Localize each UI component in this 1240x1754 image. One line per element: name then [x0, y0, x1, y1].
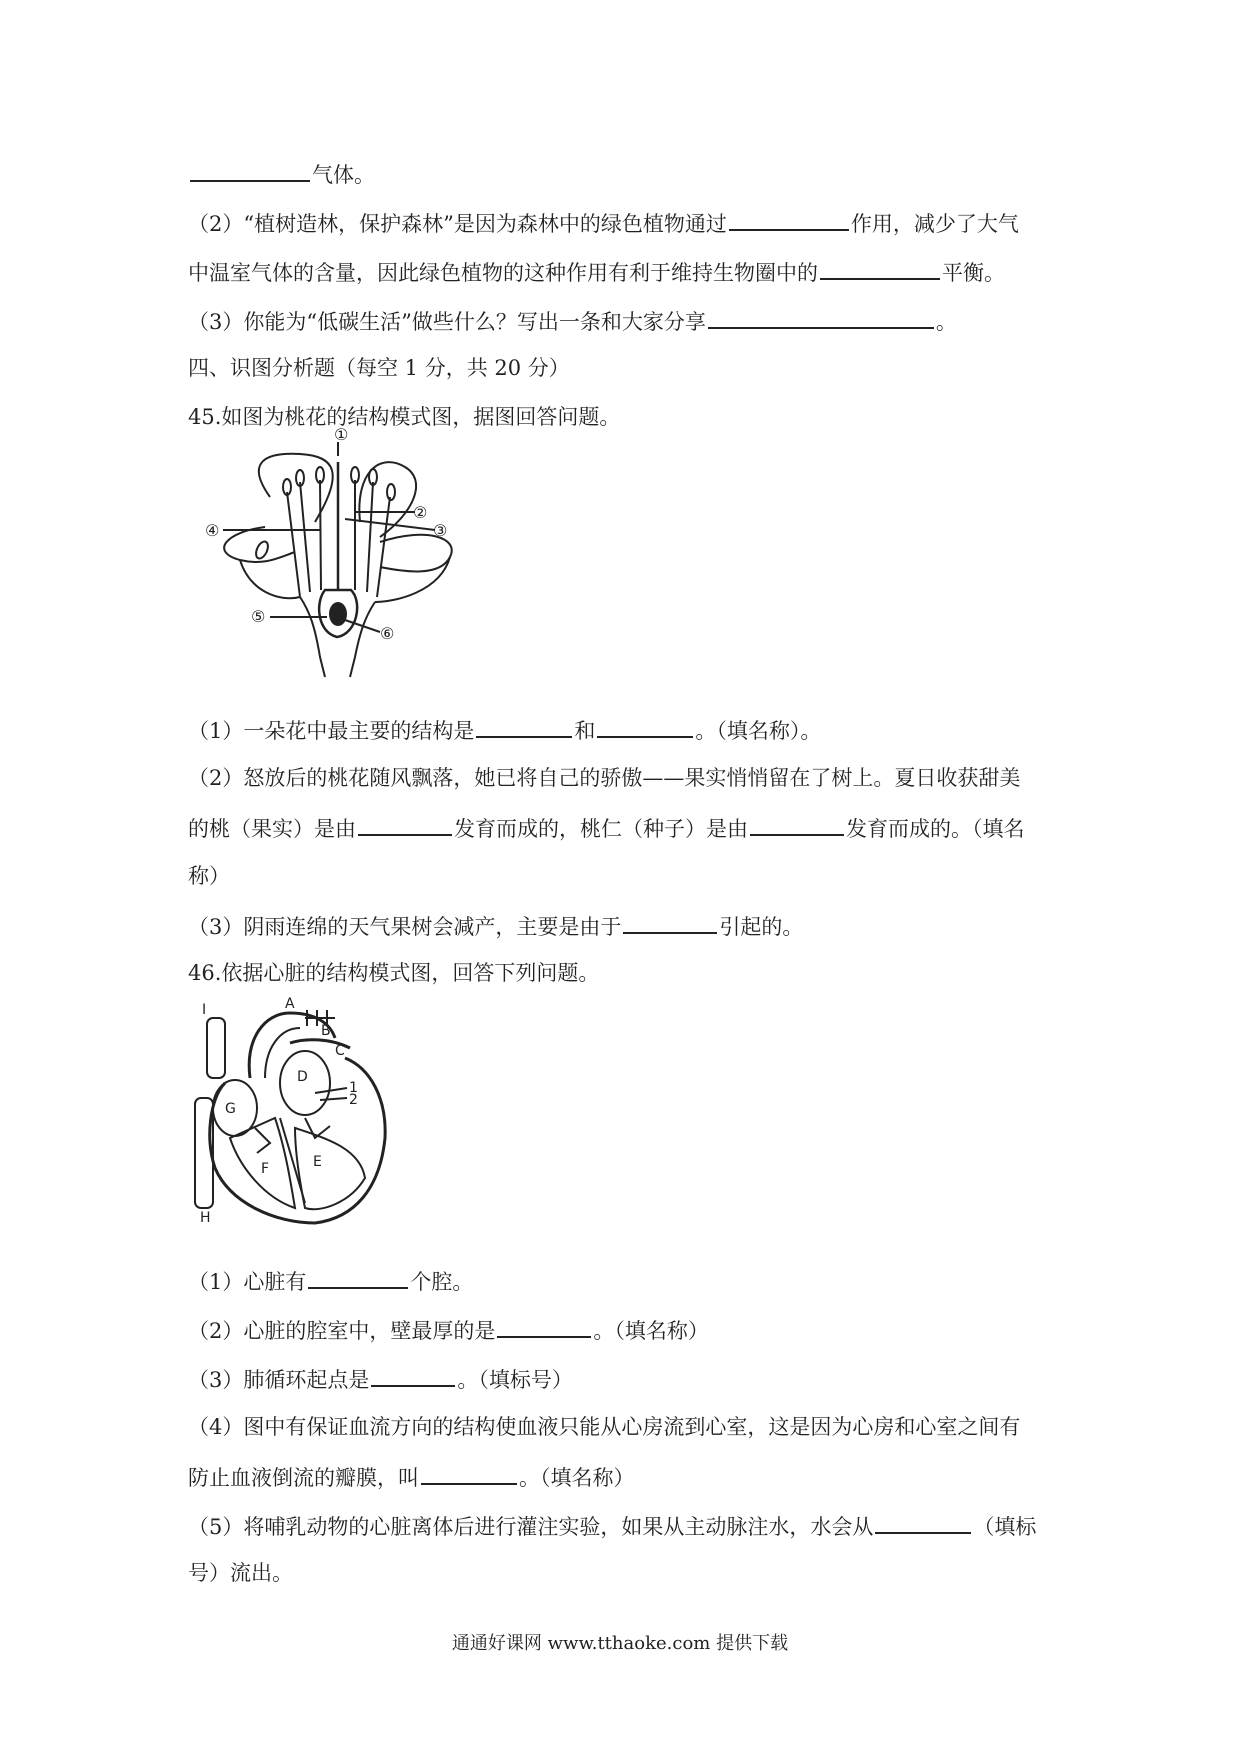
receptacle-left: [300, 597, 325, 677]
text: 。（填名称）: [519, 1466, 635, 1490]
q46-sub3: [188, 1363, 1058, 1395]
text: （3）肺循环起点是: [188, 1368, 370, 1392]
answer-blank[interactable]: [421, 1461, 517, 1485]
text: 引起的。: [719, 915, 804, 939]
text: 号）流出。: [188, 1561, 293, 1585]
text: 发育而成的，桃仁（种子）是由: [454, 817, 748, 841]
filament: [287, 492, 300, 597]
sepal-left: [240, 560, 300, 598]
text: （3）阴雨连绵的天气果树会减产，主要是由于: [188, 915, 622, 939]
text: 气体。: [312, 163, 375, 187]
text: （3）你能为“低碳生活”做些什么？写出一条和大家分享: [188, 310, 706, 334]
label-6: ⑥: [380, 624, 395, 643]
text: （4）图中有保证血流方向的结构使血液只能从心房流到心室，这是因为心房和心室之间有: [188, 1415, 1021, 1439]
text: 。（填名称）: [593, 1319, 709, 1343]
line-4: [188, 305, 1058, 337]
text: （填标: [973, 1515, 1037, 1539]
text: （2）“植树造林，保护森林”是因为森林中的绿色植物通过: [188, 212, 727, 236]
q45-sub3: [188, 910, 1058, 942]
answer-blank[interactable]: [190, 158, 310, 182]
label-1: ①: [334, 425, 349, 444]
label-C: C: [335, 1043, 345, 1059]
q46-sub5-line1: [188, 1510, 1058, 1542]
label-5: ⑤: [251, 607, 266, 626]
answer-blank[interactable]: [371, 1363, 455, 1387]
heart-diagram: [195, 998, 405, 1228]
answer-blank[interactable]: [476, 714, 572, 738]
q45-sub2-line1: [188, 763, 1058, 793]
question-46: [188, 958, 1058, 988]
text: （5）将哺乳动物的心脏离体后进行灌注实验，如果从主动脉注水，水会从: [188, 1515, 874, 1539]
text: 个腔。: [410, 1270, 474, 1294]
label-4: ④: [205, 521, 220, 540]
text: 45.如图为桃花的结构模式图，据图回答问题。: [188, 405, 621, 429]
answer-blank[interactable]: [729, 207, 849, 231]
text: 作用，减少了大气: [850, 212, 1019, 236]
anther-fallen: [254, 540, 271, 561]
line-2: [188, 207, 1058, 239]
answer-blank[interactable]: [708, 305, 934, 329]
answer-blank[interactable]: [497, 1314, 591, 1338]
peach-flower-diagram: [205, 425, 475, 682]
text: 发育而成的。（填名: [846, 817, 1025, 841]
text: 和: [574, 719, 596, 743]
q45-sub1: [188, 714, 1058, 746]
text: 。（填标号）: [457, 1368, 573, 1392]
receptacle-right: [350, 602, 375, 677]
label-H: H: [200, 1210, 211, 1226]
valve-right: [255, 1128, 270, 1153]
text: 称）: [188, 864, 230, 888]
label-2: 2: [349, 1092, 358, 1108]
label-A: A: [285, 996, 295, 1012]
q46-sub4-line1: [188, 1412, 1058, 1442]
sepal-right: [375, 557, 450, 602]
filament: [300, 482, 310, 592]
text: （2）心脏的腔室中，壁最厚的是: [188, 1319, 496, 1343]
anther: [387, 484, 395, 500]
label-D: D: [297, 1069, 308, 1085]
line-3: [188, 256, 1058, 288]
petal-right: [380, 535, 452, 572]
answer-blank[interactable]: [623, 910, 717, 934]
label-G: G: [225, 1101, 236, 1117]
text: 防止血液倒流的瓣膜，叫: [188, 1466, 419, 1490]
label-I: I: [202, 1002, 207, 1018]
footer: 通通好课网 www.tthaoke.com 提供下载: [451, 1633, 789, 1654]
question-45: [188, 402, 1058, 432]
petal-left-top: [259, 454, 333, 522]
leader-line: [320, 1098, 347, 1100]
label-1: 1: [349, 1080, 358, 1096]
q46-sub2: [188, 1314, 1058, 1346]
q46-sub1: [188, 1265, 1058, 1297]
q46-sub4-line2: [188, 1461, 1058, 1493]
text: 。: [935, 310, 957, 334]
text: 中温室气体的含量，因此绿色植物的这种作用有利于维持生物圈中的: [188, 261, 818, 285]
text: 。（填名称）。: [695, 719, 822, 743]
answer-blank[interactable]: [820, 256, 940, 280]
answer-blank[interactable]: [750, 812, 844, 836]
valve-left: [305, 1118, 330, 1138]
answer-blank[interactable]: [358, 812, 452, 836]
q46-sub5-line2: [188, 1558, 1058, 1588]
answer-blank[interactable]: [875, 1510, 971, 1534]
q45-sub2-line3: [188, 861, 1058, 891]
answer-blank[interactable]: [308, 1265, 408, 1289]
text: 四、识图分析题（每空 1 分，共 20 分）: [188, 356, 570, 380]
text: 的桃（果实）是由: [188, 817, 356, 841]
leader-line: [315, 1088, 347, 1093]
label-B: B: [321, 1023, 331, 1039]
text: （1）心脏有: [188, 1270, 307, 1294]
label-2: ②: [413, 503, 428, 522]
ovule: [329, 602, 347, 626]
text: （1）一朵花中最主要的结构是: [188, 719, 475, 743]
text: 平衡。: [942, 261, 1005, 285]
label-3: ③: [433, 521, 448, 540]
text: （2）怒放后的桃花随风飘落，她已将自己的骄傲——果实悄悄留在了树上。夏日收获甜美: [188, 766, 1021, 790]
superior-vena-cava: [207, 1018, 225, 1078]
label-E: E: [313, 1154, 322, 1170]
text: 46.依据心脏的结构模式图，回答下列问题。: [188, 961, 600, 985]
left-ventricle: [295, 1128, 365, 1209]
q45-sub2-line2: [188, 812, 1058, 844]
label-F: F: [261, 1161, 270, 1177]
filament: [367, 482, 373, 592]
section-heading: [188, 353, 1058, 383]
answer-blank[interactable]: [597, 714, 693, 738]
filament: [320, 480, 321, 590]
line-1: [188, 158, 1058, 190]
